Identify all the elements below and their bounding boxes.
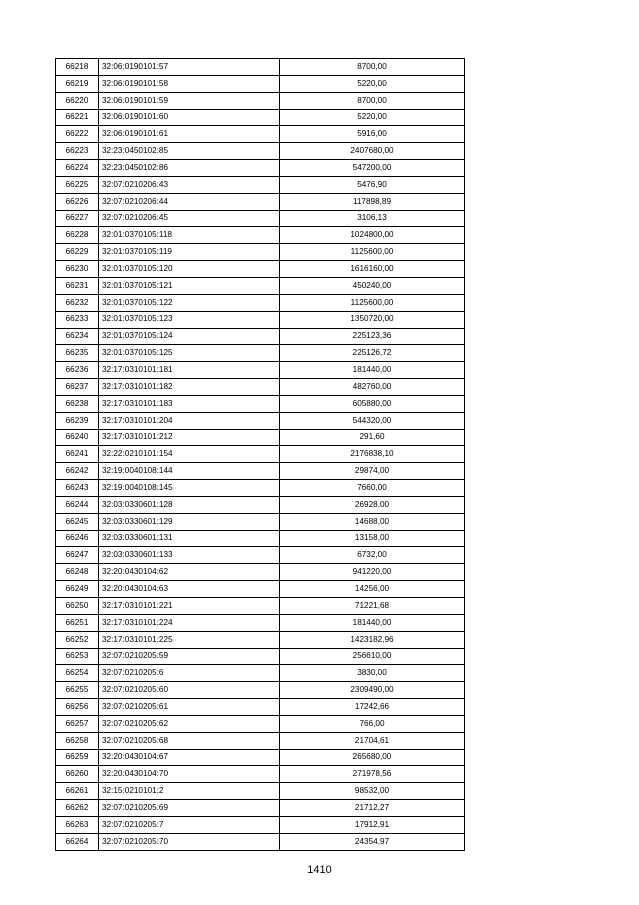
- cadastral-number-cell: 32:07:0210205:7: [99, 816, 280, 833]
- cadastral-value-cell: 544320,00: [280, 412, 465, 429]
- cadastral-value-cell: 7660,00: [280, 480, 465, 497]
- table-row: [56, 227, 465, 244]
- cadastral-value-cell: 225123,36: [280, 328, 465, 345]
- row-number-cell: 66229: [56, 244, 99, 261]
- row-number-cell: 66256: [56, 699, 99, 716]
- cadastral-number-cell: 32:07:0210205:6: [99, 665, 280, 682]
- cadastral-number-cell: 32:01:0370105:118: [99, 227, 280, 244]
- table-row: [56, 294, 465, 311]
- table-row: [56, 614, 465, 631]
- cadastral-value-cell: 6732,00: [280, 547, 465, 564]
- table-row: [56, 547, 465, 564]
- row-number-cell: 66247: [56, 547, 99, 564]
- row-number-cell: 66240: [56, 429, 99, 446]
- row-number-cell: 66228: [56, 227, 99, 244]
- table-row: [56, 429, 465, 446]
- cadastral-value-cell: 766,00: [280, 715, 465, 732]
- row-number-cell: 66258: [56, 732, 99, 749]
- table-row: [56, 631, 465, 648]
- cadastral-value-cell: 5476,90: [280, 176, 465, 193]
- row-number-cell: 66232: [56, 294, 99, 311]
- page-number: 1410: [307, 864, 332, 876]
- cadastral-value-cell: 1125600,00: [280, 294, 465, 311]
- cadastral-number-cell: 32:06:0190101:58: [99, 75, 280, 92]
- cadastral-number-cell: 32:23:0450102:85: [99, 143, 280, 160]
- cadastral-number-cell: 32:03:0330601:129: [99, 513, 280, 530]
- cadastral-number-cell: 32:01:0370105:124: [99, 328, 280, 345]
- table-row: [56, 193, 465, 210]
- cadastral-value-cell: 225126,72: [280, 345, 465, 362]
- table-row: [56, 530, 465, 547]
- cadastral-number-cell: 32:07:0210205:62: [99, 715, 280, 732]
- cadastral-number-cell: 32:07:0210206:43: [99, 176, 280, 193]
- row-number-cell: 66249: [56, 581, 99, 598]
- table-row: [56, 261, 465, 278]
- table-row: [56, 379, 465, 396]
- table-row: [56, 328, 465, 345]
- cadastral-value-cell: 256610,00: [280, 648, 465, 665]
- cadastral-value-cell: 5220,00: [280, 75, 465, 92]
- cadastral-number-cell: 32:06:0190101:59: [99, 92, 280, 109]
- table-row: [56, 311, 465, 328]
- cadastral-number-cell: 32:07:0210205:60: [99, 682, 280, 699]
- cadastral-number-cell: 32:17:0310101:224: [99, 614, 280, 631]
- cadastral-number-cell: 32:01:0370105:119: [99, 244, 280, 261]
- cadastral-value-cell: 450240,00: [280, 277, 465, 294]
- cadastral-value-cell: 2176838,10: [280, 446, 465, 463]
- cadastral-number-cell: 32:19:0040108:144: [99, 463, 280, 480]
- row-number-cell: 66246: [56, 530, 99, 547]
- cadastral-number-cell: 32:17:0310101:212: [99, 429, 280, 446]
- cadastral-number-cell: 32:15:0210101:2: [99, 783, 280, 800]
- row-number-cell: 66222: [56, 126, 99, 143]
- cadastral-number-cell: 32:20:0430104:63: [99, 581, 280, 598]
- cadastral-number-cell: 32:17:0310101:221: [99, 598, 280, 615]
- cadastral-number-cell: 32:06:0190101:60: [99, 109, 280, 126]
- cadastral-number-cell: 32:06:0190101:61: [99, 126, 280, 143]
- cadastral-value-cell: 3106,13: [280, 210, 465, 227]
- row-number-cell: 66250: [56, 598, 99, 615]
- cadastral-number-cell: 32:07:0210205:69: [99, 800, 280, 817]
- row-number-cell: 66227: [56, 210, 99, 227]
- table-row: [56, 598, 465, 615]
- row-number-cell: 66236: [56, 362, 99, 379]
- row-number-cell: 66221: [56, 109, 99, 126]
- table-row: [56, 783, 465, 800]
- cadastral-number-cell: 32:03:0330601:128: [99, 496, 280, 513]
- row-number-cell: 66224: [56, 160, 99, 177]
- table-row: [56, 143, 465, 160]
- cadastral-value-cell: 14688,00: [280, 513, 465, 530]
- cadastral-value-cell: 21704,61: [280, 732, 465, 749]
- cadastral-value-cell: 8700,00: [280, 92, 465, 109]
- cadastral-value-cell: 21712,27: [280, 800, 465, 817]
- row-number-cell: 66254: [56, 665, 99, 682]
- cadastral-value-cell: 271978,56: [280, 766, 465, 783]
- cadastral-number-cell: 32:20:0430104:70: [99, 766, 280, 783]
- cadastral-number-cell: 32:07:0210205:61: [99, 699, 280, 716]
- table-row: [56, 277, 465, 294]
- table-row: [56, 75, 465, 92]
- cadastral-value-cell: 5220,00: [280, 109, 465, 126]
- row-number-cell: 66237: [56, 379, 99, 396]
- cadastral-value-cell: 1125600,00: [280, 244, 465, 261]
- table-row: [56, 513, 465, 530]
- row-number-cell: 66241: [56, 446, 99, 463]
- row-number-cell: 66219: [56, 75, 99, 92]
- cadastral-value-cell: 605880,00: [280, 395, 465, 412]
- cadastral-value-cell: 24354,97: [280, 833, 465, 850]
- cadastral-value-cell: 265680,00: [280, 749, 465, 766]
- row-number-cell: 66235: [56, 345, 99, 362]
- cadastral-number-cell: 32:07:0210206:44: [99, 193, 280, 210]
- cadastral-value-cell: 2309490,00: [280, 682, 465, 699]
- cadastral-value-cell: 1616160,00: [280, 261, 465, 278]
- cadastral-number-cell: 32:01:0370105:122: [99, 294, 280, 311]
- table-row: [56, 699, 465, 716]
- cadastral-value-cell: 13158,00: [280, 530, 465, 547]
- cadastral-number-cell: 32:01:0370105:123: [99, 311, 280, 328]
- table-row: [56, 109, 465, 126]
- table-row: [56, 715, 465, 732]
- table-row: [56, 362, 465, 379]
- cadastral-number-cell: 32:03:0330601:133: [99, 547, 280, 564]
- table-row: [56, 682, 465, 699]
- row-number-cell: 66261: [56, 783, 99, 800]
- row-number-cell: 66223: [56, 143, 99, 160]
- cadastral-number-cell: 32:17:0310101:225: [99, 631, 280, 648]
- cadastral-number-cell: 32:17:0310101:182: [99, 379, 280, 396]
- cadastral-value-cell: 117898,89: [280, 193, 465, 210]
- row-number-cell: 66259: [56, 749, 99, 766]
- table-row: [56, 766, 465, 783]
- row-number-cell: 66260: [56, 766, 99, 783]
- cadastral-number-cell: 32:01:0370105:121: [99, 277, 280, 294]
- cadastral-value-cell: 547200,00: [280, 160, 465, 177]
- cadastral-value-cell: 3830,00: [280, 665, 465, 682]
- row-number-cell: 66230: [56, 261, 99, 278]
- table-row: [56, 665, 465, 682]
- cadastral-number-cell: 32:23:0450102:86: [99, 160, 280, 177]
- cadastral-value-cell: 71221,68: [280, 598, 465, 615]
- row-number-cell: 66245: [56, 513, 99, 530]
- table-row: [56, 446, 465, 463]
- cadastral-number-cell: 32:06:0190101:57: [99, 59, 280, 76]
- cadastral-number-cell: 32:07:0210205:59: [99, 648, 280, 665]
- table-row: [56, 210, 465, 227]
- table-row: [56, 412, 465, 429]
- cadastral-value-table: [55, 58, 465, 851]
- row-number-cell: 66257: [56, 715, 99, 732]
- row-number-cell: 66255: [56, 682, 99, 699]
- table-row: [56, 496, 465, 513]
- row-number-cell: 66218: [56, 59, 99, 76]
- row-number-cell: 66251: [56, 614, 99, 631]
- cadastral-value-cell: 26928,00: [280, 496, 465, 513]
- table-row: [56, 244, 465, 261]
- cadastral-number-cell: 32:01:0370105:120: [99, 261, 280, 278]
- table-row: [56, 816, 465, 833]
- row-number-cell: 66244: [56, 496, 99, 513]
- cadastral-number-cell: 32:20:0430104:67: [99, 749, 280, 766]
- table-row: [56, 59, 465, 76]
- row-number-cell: 66233: [56, 311, 99, 328]
- cadastral-value-cell: 14256,00: [280, 581, 465, 598]
- table-row: [56, 581, 465, 598]
- table-row: [56, 480, 465, 497]
- cadastral-value-cell: 17242,66: [280, 699, 465, 716]
- cadastral-value-cell: 98532,00: [280, 783, 465, 800]
- row-number-cell: 66248: [56, 564, 99, 581]
- cadastral-number-cell: 32:19:0040108:145: [99, 480, 280, 497]
- cadastral-value-cell: 482760,00: [280, 379, 465, 396]
- cadastral-number-cell: 32:01:0370105:125: [99, 345, 280, 362]
- cadastral-value-cell: 291,60: [280, 429, 465, 446]
- table-body: [56, 59, 465, 851]
- table-row: [56, 833, 465, 850]
- cadastral-value-cell: 2407680,00: [280, 143, 465, 160]
- row-number-cell: 66239: [56, 412, 99, 429]
- table-row: [56, 160, 465, 177]
- table-row: [56, 126, 465, 143]
- row-number-cell: 66226: [56, 193, 99, 210]
- cadastral-number-cell: 32:20:0430104:62: [99, 564, 280, 581]
- cadastral-value-cell: 1024800,00: [280, 227, 465, 244]
- table-row: [56, 176, 465, 193]
- table-row: [56, 345, 465, 362]
- row-number-cell: 66263: [56, 816, 99, 833]
- cadastral-number-cell: 32:22:0210101:154: [99, 446, 280, 463]
- cadastral-number-cell: 32:07:0210205:68: [99, 732, 280, 749]
- table-row: [56, 749, 465, 766]
- row-number-cell: 66262: [56, 800, 99, 817]
- table-row: [56, 395, 465, 412]
- cadastral-number-cell: 32:07:0210206:45: [99, 210, 280, 227]
- cadastral-number-cell: 32:17:0310101:181: [99, 362, 280, 379]
- row-number-cell: 66234: [56, 328, 99, 345]
- row-number-cell: 66238: [56, 395, 99, 412]
- table-row: [56, 732, 465, 749]
- row-number-cell: 66220: [56, 92, 99, 109]
- cadastral-value-cell: 1423182,96: [280, 631, 465, 648]
- table-row: [56, 800, 465, 817]
- cadastral-value-cell: 181440,00: [280, 614, 465, 631]
- row-number-cell: 66242: [56, 463, 99, 480]
- table-row: [56, 564, 465, 581]
- row-number-cell: 66253: [56, 648, 99, 665]
- cadastral-value-cell: 181440,00: [280, 362, 465, 379]
- cadastral-value-table-container: [55, 58, 465, 851]
- cadastral-value-cell: 1350720,00: [280, 311, 465, 328]
- table-row: [56, 463, 465, 480]
- cadastral-value-cell: 941220,00: [280, 564, 465, 581]
- table-row: [56, 92, 465, 109]
- cadastral-number-cell: 32:07:0210205:70: [99, 833, 280, 850]
- cadastral-value-cell: 8700,00: [280, 59, 465, 76]
- row-number-cell: 66243: [56, 480, 99, 497]
- row-number-cell: 66252: [56, 631, 99, 648]
- cadastral-value-cell: 17912,91: [280, 816, 465, 833]
- row-number-cell: 66264: [56, 833, 99, 850]
- cadastral-value-cell: 29874,00: [280, 463, 465, 480]
- row-number-cell: 66231: [56, 277, 99, 294]
- row-number-cell: 66225: [56, 176, 99, 193]
- cadastral-number-cell: 32:17:0310101:183: [99, 395, 280, 412]
- cadastral-value-cell: 5916,00: [280, 126, 465, 143]
- cadastral-number-cell: 32:03:0330601:131: [99, 530, 280, 547]
- cadastral-number-cell: 32:17:0310101:204: [99, 412, 280, 429]
- table-row: [56, 648, 465, 665]
